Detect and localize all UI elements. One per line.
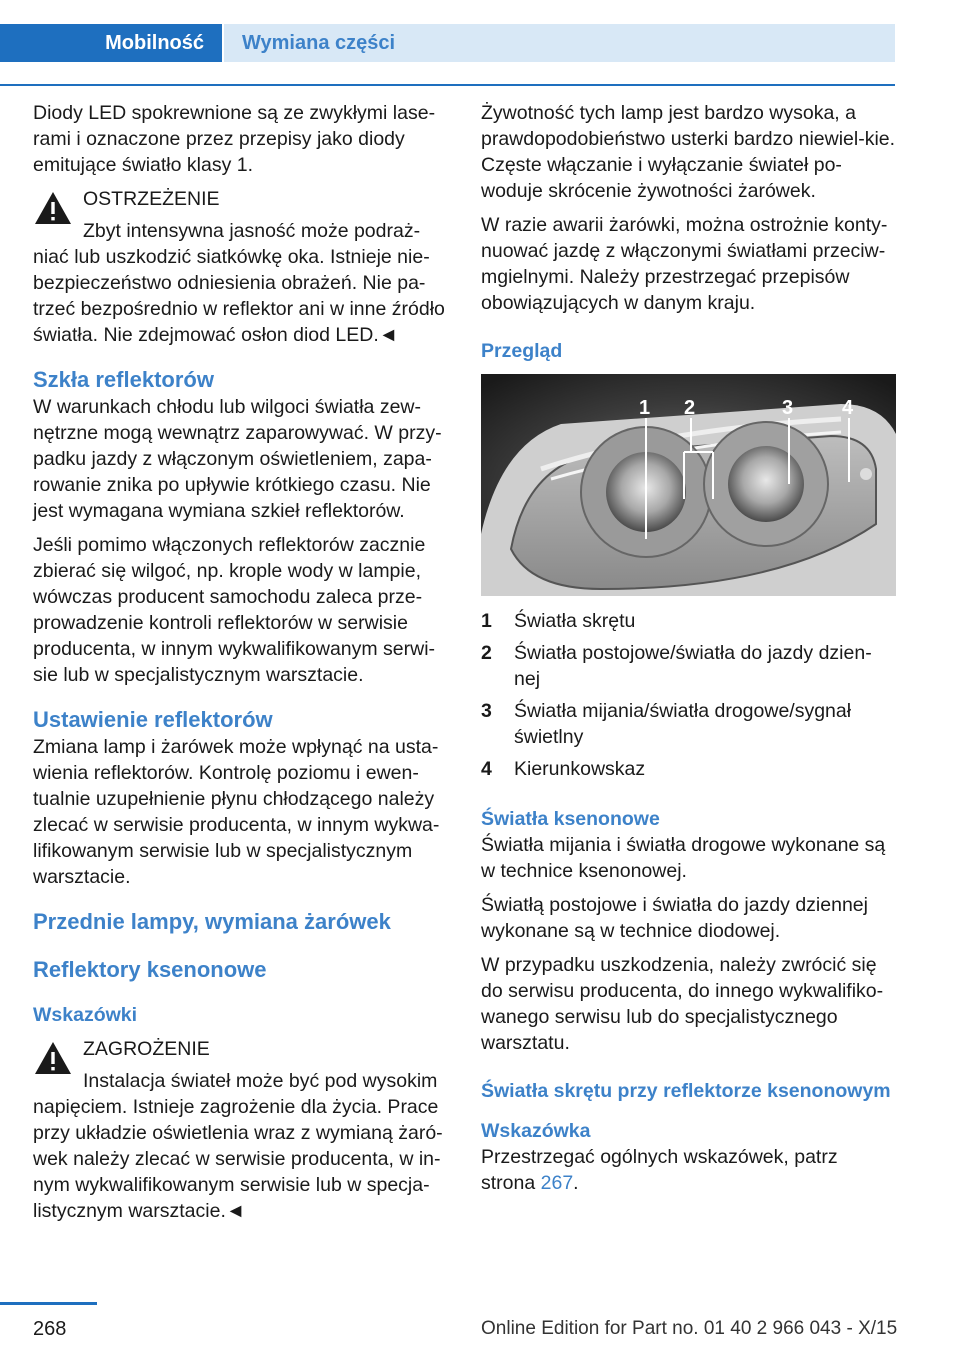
footer-divider	[0, 1302, 97, 1305]
figure-legend	[481, 608, 896, 782]
legend-item: 1 Światła skrętu	[481, 610, 636, 632]
figure-label-2: 2	[684, 397, 696, 419]
page-number: 268	[33, 1318, 67, 1340]
ksenon-paragraph-3: W przypadku uszkodzenia, należy zwrócić się do serwisu producenta, do innego wykwalifiko-wanego serwisu lub do specjalistycznego warsztatu.	[481, 954, 884, 1054]
header-tabs	[0, 24, 895, 62]
heading-reflektory-ksenonowe: Reflektory ksenonowe	[33, 957, 267, 982]
heading-wskazowka: Wskazówka	[481, 1120, 591, 1142]
szkla-paragraph-1: W warunkach chłodu lub wilgoci światła zew-nętrzne mogą wewnątrz zaparowywać. W przy-padku jazdy z włączonym oświetleniem, zapa-rowanie znika po upływie krótkiego czasu. Nie jest wymagana wymiana szkieł reflektorów.	[33, 396, 442, 522]
tab-wymiana-czesci[interactable]: Wymiana części	[224, 24, 895, 62]
warning-block-zagrozenie	[33, 1036, 448, 1062]
figure-label-3: 3	[782, 397, 794, 419]
edition-note: Online Edition for Part no. 01 40 2 966 043 - X/15	[481, 1318, 898, 1339]
wskazowka-paragraph: Przestrzegać ogólnych wskazówek, patrz strona 267.	[481, 1146, 838, 1194]
heading-przeglad: Przegląd	[481, 340, 563, 362]
warning-text: Instalacja świateł może być pod wysokim napięciem. Istnieje zagrożenie dla życia. Prace przy układzie oświetlenia wraz z wymianą żaró-wek należy zlecać w serwisie producenta, w in-nym wykwalifikowanym serwisie lub w specja-listycznym warsztacie.◄	[33, 1070, 443, 1222]
lifetime-paragraph: Żywotność tych lamp jest bardzo wysoka, a prawdopodobieństwo usterki bardzo niewiel-kie. Częste włączanie i wyłączanie świateł po-woduje skrócenie żywotności żarówek.	[481, 102, 896, 202]
heading-swiatla-ksenonowe: Światła ksenonowe	[481, 808, 660, 830]
right-column	[481, 100, 896, 1204]
ustawienie-paragraph: Zmiana lamp i żarówek może wpłynąć na usta-wienia reflektorów. Kontrolę poziomu i ewen-tualnie uzupełnienie płynu chłodzącego należy zlecać w serwisie producenta, w innym wykwa-lifikowanym serwisie lub w specjalistycznym warsztacie.	[33, 736, 440, 888]
warning-title: OSTRZEŻENIE	[83, 188, 220, 210]
warning-title: ZAGROŻENIE	[83, 1038, 210, 1060]
heading-szkla-reflektorow: Szkła reflektorów	[33, 367, 214, 392]
legend-item: 3 Światła mijania/światła drogowe/sygnał świetlny	[481, 700, 852, 748]
ksenon-paragraph-1: Światła mijania i światła drogowe wykonane są w technice ksenonowej.	[481, 834, 886, 882]
heading-przednie-lampy: Przednie lampy, wymiana żarówek	[33, 909, 391, 934]
warning-text: Zbyt intensywna jasność może podraż-niać lub uszkodzić siatkówkę oka. Istnieje nie-bezpieczeństwo odniesienia obrażeń. Nie pa-trzeć bezpośrednio w reflektor ani w inne źródło światła. Nie zdejmować osłon diod LED.◄	[33, 220, 445, 346]
tab-mobilnosc[interactable]: Mobilność	[0, 24, 222, 62]
page-link-267[interactable]: 267	[540, 1172, 574, 1194]
heading-swiatla-skretu: Światła skrętu przy reflektorze ksenonowym	[481, 1080, 891, 1102]
left-column	[33, 100, 448, 1232]
headlight-figure	[481, 374, 896, 596]
legend-item: 2 Światła postojowe/światła do jazdy dzien-nej	[481, 642, 872, 690]
figure-label-4: 4	[842, 397, 854, 419]
warning-triangle-icon	[33, 190, 73, 226]
warning-triangle-icon	[33, 1040, 73, 1076]
figure-label-1: 1	[639, 397, 651, 419]
intro-paragraph: Diody LED spokrewnione są ze zwykłymi lase-rami i oznaczone przez przepisy jako diody emitujące światło klasy 1.	[33, 102, 436, 176]
ksenon-paragraph-2: Światłą postojowe i światła do jazdy dziennej wykonane są w technice diodowej.	[481, 894, 868, 942]
failure-paragraph: W razie awarii żarówki, można ostrożnie konty-nuować jazdę z włączonymi światłami przeciw-mgielnymi. Należy przestrzegać przepisów obowiązujących w danym kraju.	[481, 214, 888, 314]
heading-ustawienie-reflektorow: Ustawienie reflektorów	[33, 707, 273, 732]
szkla-paragraph-2: Jeśli pomimo włączonych reflektorów zacznie zbierać się wilgoć, np. krople wody w lampie, wówczas producent samochodu zaleca prze-prowadzenie kontroli reflektorów w serwisie producenta, w innym wykwalifikowanym serwi-sie lub w specjalistycznym warsztacie.	[33, 534, 436, 686]
legend-item: 4 Kierunkowskaz	[481, 758, 646, 780]
header-divider	[0, 84, 895, 86]
warning-block-ostrzezenie	[33, 186, 448, 212]
heading-wskazowki: Wskazówki	[33, 1004, 138, 1026]
